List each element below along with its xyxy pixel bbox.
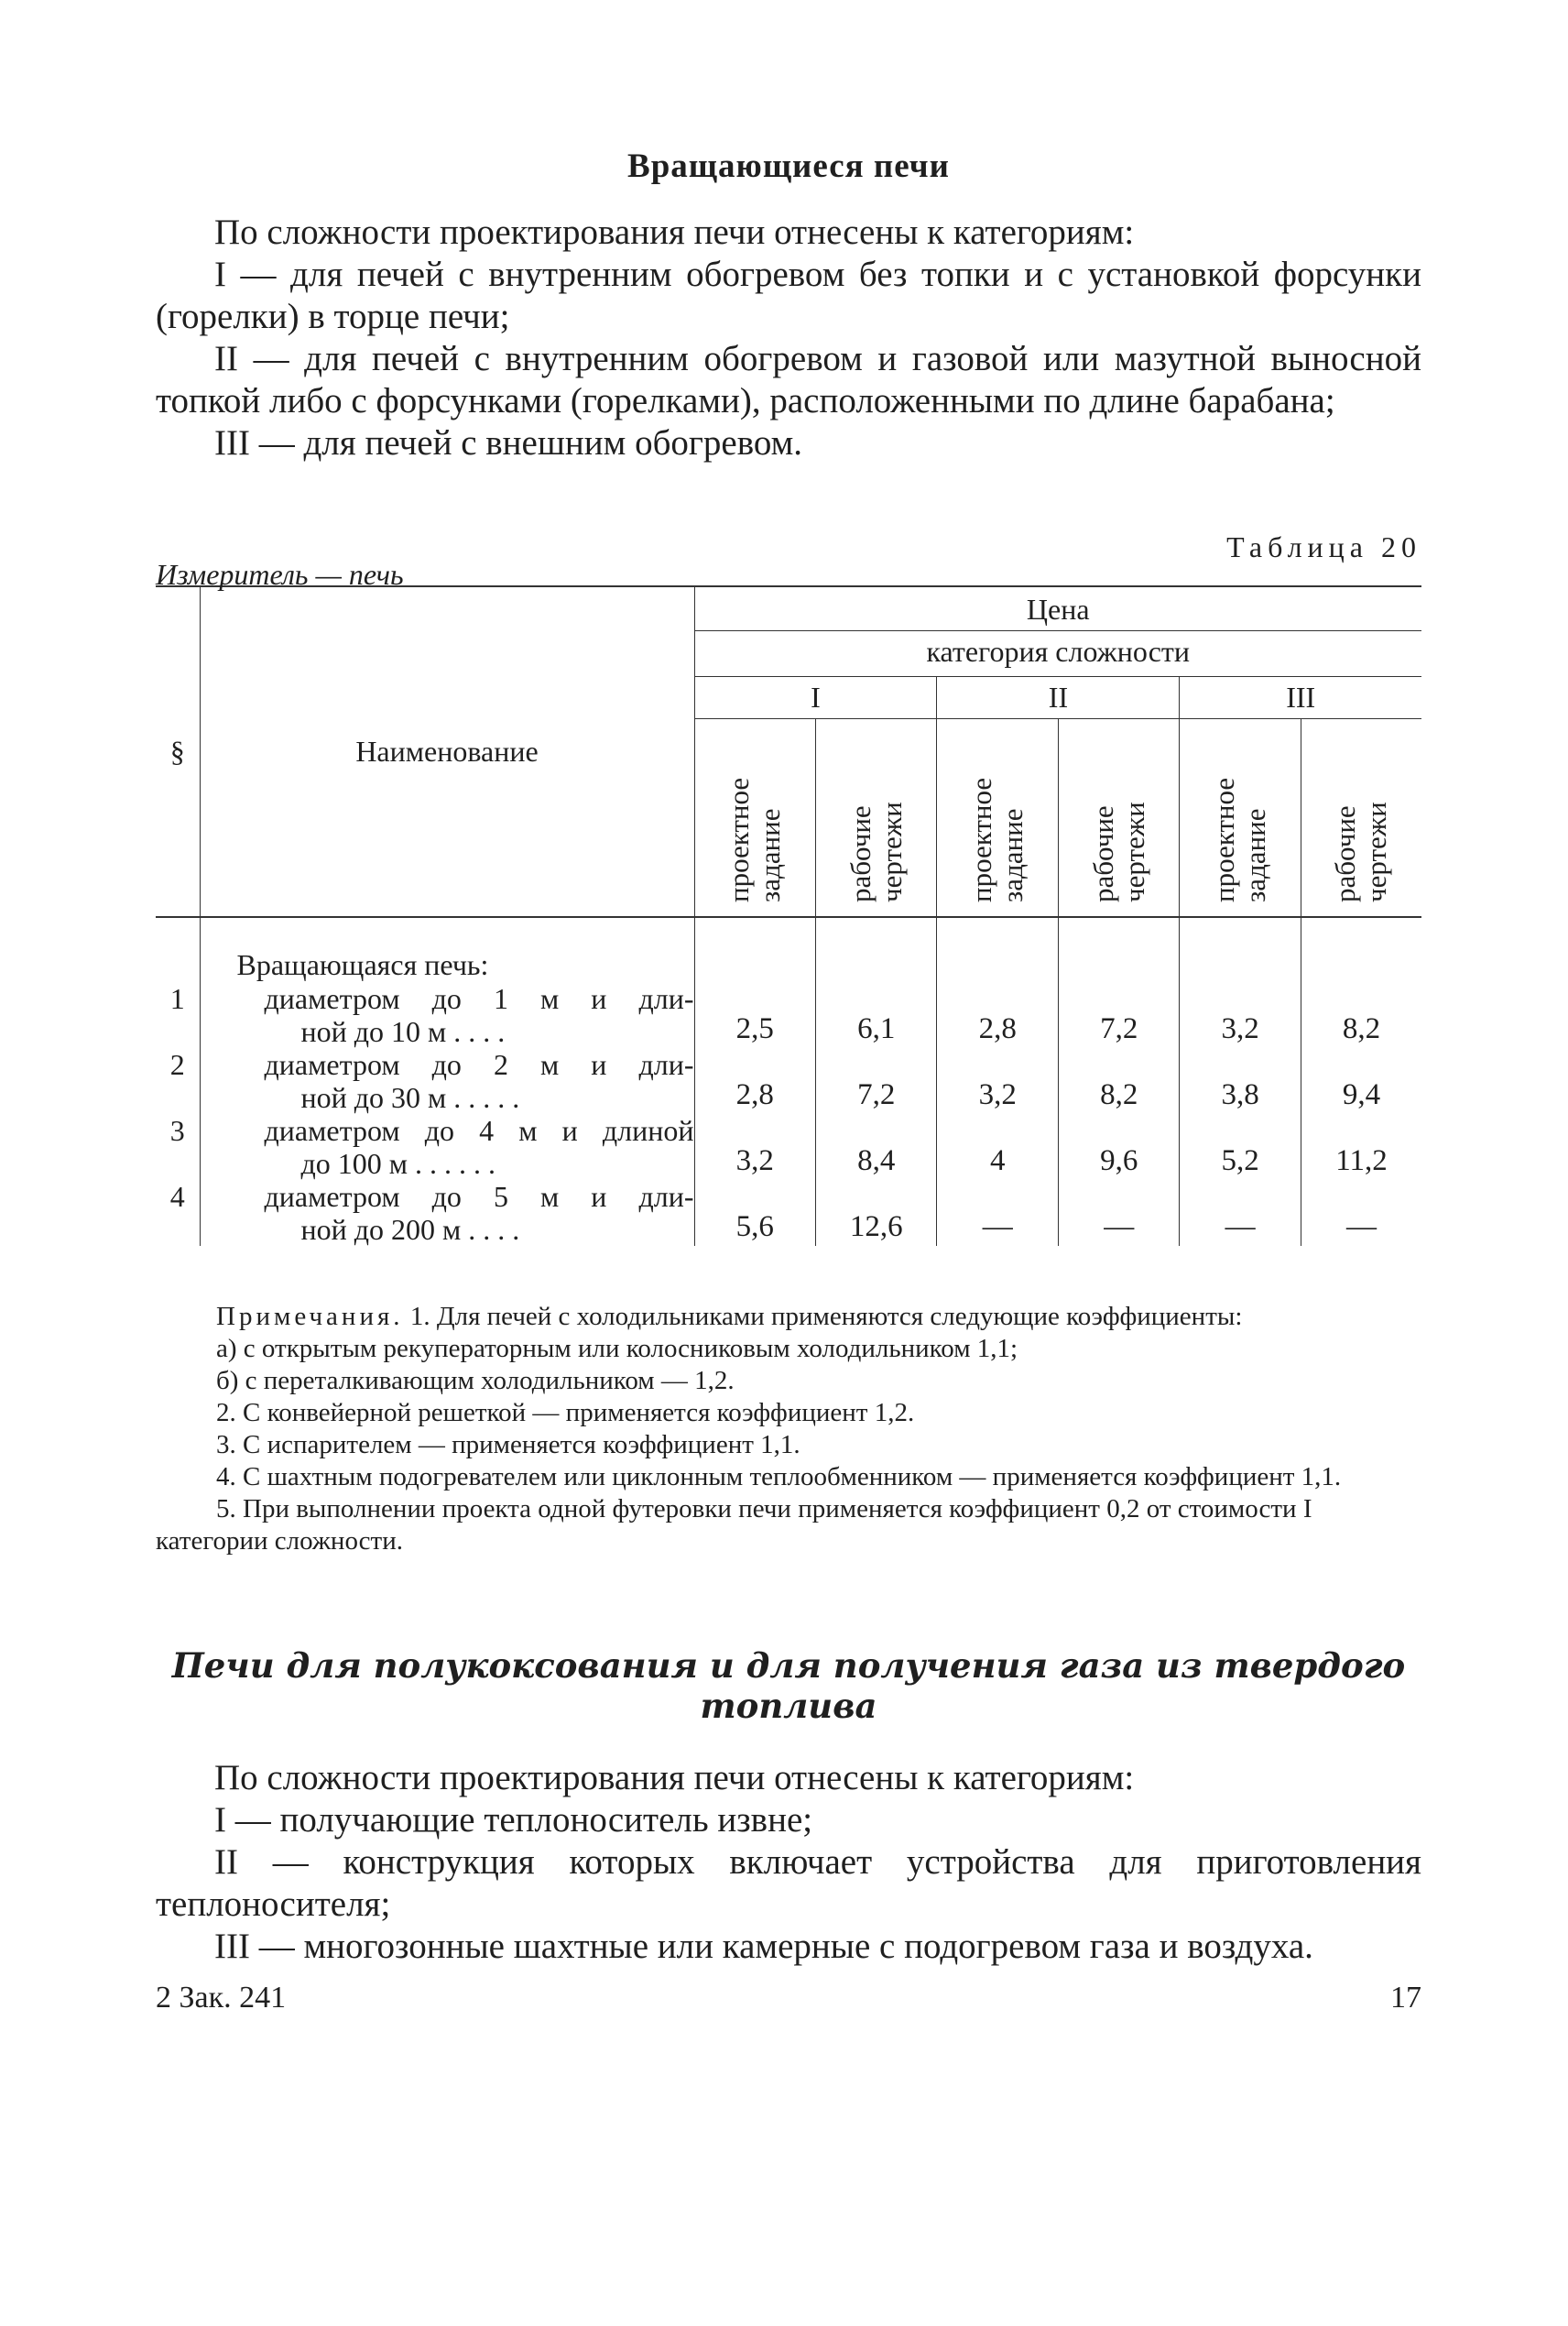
note-2: 2. С конвейерной решеткой — применяется коэффициент 1,2. (216, 1398, 915, 1427)
page (156, 147, 1421, 2026)
print-order: 2 Зак. 241 (156, 1981, 287, 2015)
table-row (156, 982, 1421, 1048)
row-name-line1: диаметром до 4 м и длиной (264, 1114, 694, 1147)
notes (156, 1301, 1421, 1557)
cell-value: 2,5 (694, 982, 815, 1048)
col-section-header: § (156, 586, 200, 917)
cell-value: 9,6 (1058, 1114, 1179, 1180)
category-III: III (1180, 677, 1421, 719)
cell-value: 9,4 (1301, 1048, 1421, 1114)
cell-value: 8,2 (1301, 982, 1421, 1048)
sub-header-project: проектное задание (723, 777, 787, 902)
note-1: 1. Для печей с холодильниками применяются следующие коэффициенты: (409, 1302, 1243, 1331)
paragraph: По сложности проектирования печи отнесены к категориям: (214, 1758, 1135, 1797)
cell-value: 5,6 (694, 1180, 815, 1246)
paragraph: II — конструкция которых включает устройства для приготовления теплоносителя; (156, 1842, 1421, 1924)
cell-value: — (1180, 1180, 1301, 1246)
table-label: Таблица 20 (1226, 530, 1421, 563)
cell-value: 2,8 (694, 1048, 815, 1114)
row-name-line2: до 100 м . . . . . . (300, 1147, 496, 1180)
category-I: I (694, 677, 937, 719)
cell-value: 11,2 (1301, 1114, 1421, 1180)
sub-header-project: проектное задание (965, 777, 1029, 902)
sub-header-project: проектное задание (1208, 777, 1272, 902)
group-label: Вращающаяся печь: (200, 917, 694, 982)
cell-value: — (937, 1180, 1058, 1246)
cell-value: 3,8 (1180, 1048, 1301, 1114)
paragraph: I — для печей с внутренним обогревом без топки и с установкой форсунки (горелки) в торце печи; (156, 255, 1421, 336)
cell-value: 7,2 (1058, 982, 1179, 1048)
table-row (156, 1180, 1421, 1246)
cell-value: 8,4 (815, 1114, 936, 1180)
note-1b: б) с переталкивающим холодильником — 1,2. (216, 1366, 735, 1395)
cell-value: 4 (937, 1114, 1058, 1180)
row-name-line2: ной до 30 м . . . . . (300, 1081, 520, 1114)
row-name-line2: ной до 10 м . . . . (300, 1015, 506, 1048)
price-table (156, 585, 1421, 1246)
paragraph: I — получающие теплоноситель извне; (214, 1800, 813, 1840)
row-name-line2: ной до 200 м . . . . (300, 1213, 520, 1246)
section-title: Печи для полукоксования и для получения газа из твердого топлива (171, 1645, 1406, 1726)
cell-value: 7,2 (815, 1048, 936, 1114)
cell-value: 6,1 (815, 982, 936, 1048)
section-title: Вращающиеся печи (627, 147, 950, 185)
row-name-line1: диаметром до 1 м и дли- (264, 982, 694, 1015)
page-number: 17 (1390, 1981, 1421, 2015)
cell-value: — (1301, 1180, 1421, 1246)
note-3: 3. С испарителем — применяется коэффициент 1,1. (216, 1430, 800, 1459)
cell-value: 5,2 (1180, 1114, 1301, 1180)
row-name-line1: диаметром до 5 м и дли- (264, 1180, 694, 1213)
page-footer (156, 1981, 1421, 2026)
note-4: 4. С шахтным подогревателем или циклонным теплообменником — применяется коэффициент 1,1. (216, 1462, 1342, 1491)
table-row (156, 1048, 1421, 1114)
category-II: II (937, 677, 1180, 719)
table-meter: Измеритель — печь (156, 558, 404, 591)
cell-value: 3,2 (937, 1048, 1058, 1114)
cell-value: 3,2 (1180, 982, 1301, 1048)
paragraph: II — для печей с внутренним обогревом и газовой или мазутной выносной топкой либо с форсунками (горелками), расположенными по длине барабана; (156, 339, 1421, 420)
cell-value: 12,6 (815, 1180, 936, 1246)
cell-value: 8,2 (1058, 1048, 1179, 1114)
sub-header-working: рабочие чертежи (844, 802, 908, 902)
notes-title: Примечания. (216, 1302, 404, 1331)
paragraph: III — многозонные шахтные или камерные с подогревом газа и воздуха. (214, 1927, 1313, 1966)
note-1a: а) с открытым рекуператорным или колосниковым холодильником 1,1; (216, 1334, 1018, 1363)
row-number: 4 (169, 1180, 185, 1213)
cell-value: 3,2 (694, 1114, 815, 1180)
table-caption (156, 530, 1421, 591)
row-number: 3 (169, 1114, 185, 1147)
cell-value: — (1058, 1180, 1179, 1246)
col-name-header: Наименование (200, 586, 694, 917)
sub-header-working: рабочие чертежи (1086, 802, 1150, 902)
cell-value: 2,8 (937, 982, 1058, 1048)
note-5: 5. При выполнении проекта одной футеровки печи применяется коэффициент 0,2 от стоимости I категории сложности. (156, 1494, 1312, 1556)
row-name-line1: диаметром до 2 м и дли- (264, 1048, 694, 1081)
paragraph: III — для печей с внешним обогревом. (214, 423, 803, 463)
table-row (156, 1114, 1421, 1180)
row-number: 2 (169, 1048, 185, 1081)
price-header: Цена (694, 586, 1421, 631)
row-number: 1 (169, 982, 185, 1015)
sub-header-working: рабочие чертежи (1329, 802, 1393, 902)
category-header: категория сложности (694, 631, 1421, 677)
paragraph: По сложности проектирования печи отнесены к категориям: (214, 213, 1135, 252)
